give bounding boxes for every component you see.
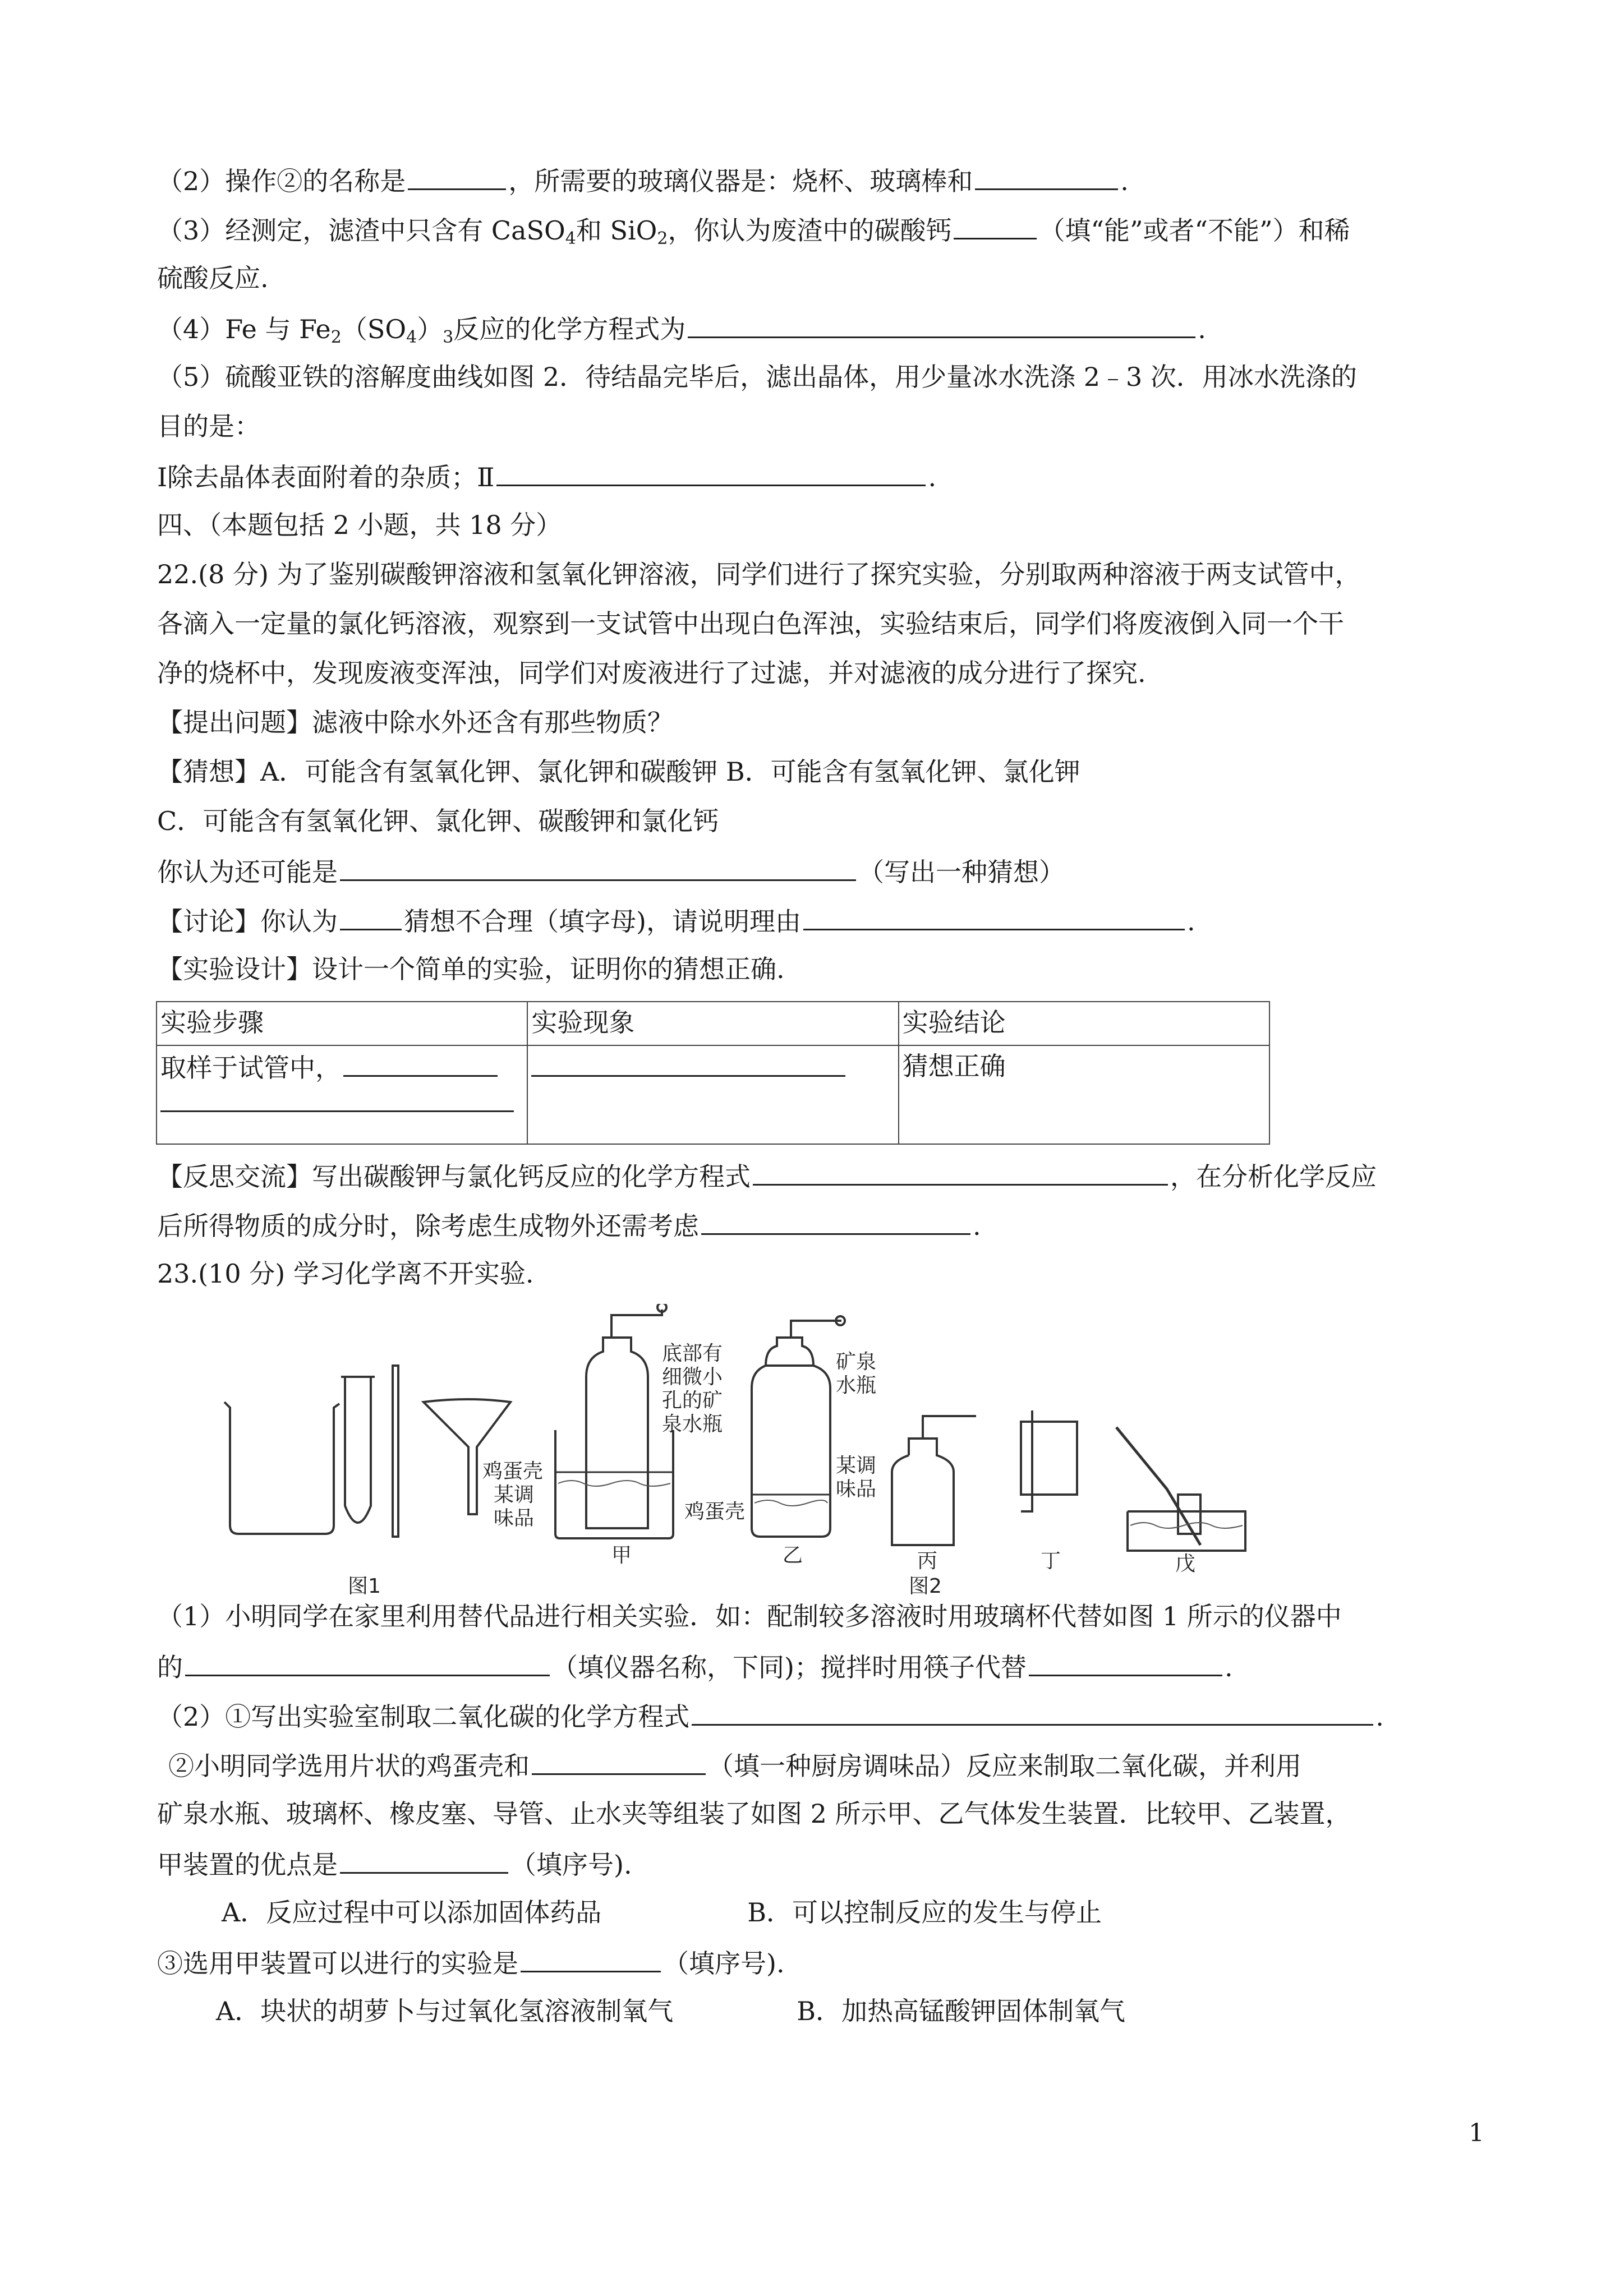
header-conclusion: 实验结论 — [899, 1002, 1269, 1045]
bottle-bing-icon — [892, 1439, 954, 1545]
answer-blank[interactable] — [701, 1207, 970, 1235]
page-number: 1 — [1469, 2119, 1484, 2147]
answer-blank[interactable] — [343, 1049, 498, 1077]
q23-part1: （1）小明同学在家里利用替代品进行相关实验．如：配制较多溶液时用玻璃杯代替如图 1 所示的仪器中 — [157, 1601, 1342, 1631]
section-heading: 四、（本题包括 2 小题，共 18 分） — [157, 510, 562, 540]
q23-part2-options — [222, 1896, 1557, 1929]
svg-text:图1: 图1 — [348, 1575, 381, 1596]
svg-text:某调: 某调 — [836, 1454, 877, 1477]
answer-blank[interactable] — [532, 1748, 706, 1775]
answer-blank[interactable] — [692, 1698, 1373, 1726]
svg-text:鸡蛋壳: 鸡蛋壳 — [482, 1460, 544, 1483]
answer-blank[interactable] — [496, 459, 926, 486]
svg-text:戊: 戊 — [1175, 1552, 1196, 1575]
q22-design: 【实验设计】设计一个简单的实验，证明你的猜想正确. — [157, 954, 785, 984]
option-a: A．反应过程中可以添加固体药品 — [222, 1897, 602, 1928]
q21-part3: （3）经测定，滤渣中只含有 CaSO$_4$和 SiO$_2$，你认为废渣中的碳酸钙 （填“能”或者“不能”）和稀 — [157, 212, 1492, 256]
answer-blank[interactable] — [408, 163, 506, 190]
svg-text:细微小: 细微小 — [662, 1366, 723, 1389]
svg-text:水瓶: 水瓶 — [836, 1374, 877, 1397]
q23-part3-options — [216, 1994, 1551, 2028]
glass-cup-icon — [555, 1430, 673, 1538]
q23-part1-cont: 的 （填仪器名称，下同)；搅拌时用筷子代替 . — [157, 1649, 1492, 1684]
svg-text:孔的矿: 孔的矿 — [662, 1389, 723, 1412]
svg-text:味品: 味品 — [494, 1507, 535, 1530]
header-step: 实验步骤 — [157, 1002, 527, 1045]
answer-blank[interactable] — [954, 212, 1037, 239]
q22-question: 【提出问题】滤液中除水外还含有那些物质？ — [157, 707, 673, 737]
answer-blank[interactable] — [975, 163, 1118, 190]
water-trough-icon — [1128, 1511, 1245, 1551]
svg-text:某调: 某调 — [494, 1483, 535, 1506]
svg-text:鸡蛋壳: 鸡蛋壳 — [684, 1500, 746, 1523]
svg-text:甲: 甲 — [611, 1544, 632, 1567]
q22-stem-2: 各滴入一定量的氯化钙溶液，观察到一支试管中出现白色浑浊，实验结束后，同学们将废液倒入同一个干 — [157, 608, 1344, 639]
answer-blank[interactable] — [753, 1158, 1168, 1186]
answer-blank[interactable] — [521, 1945, 661, 1972]
cell-phenomenon — [527, 1045, 898, 1144]
answer-blank[interactable] — [688, 311, 1195, 338]
answer-blank[interactable] — [185, 1649, 550, 1676]
glass-rod-icon — [393, 1366, 398, 1537]
q23-part3: ③选用甲装置可以进行的实验是 （填序号). — [157, 1945, 1492, 1980]
option-b: B．加热高锰酸钾固体制氧气 — [797, 1996, 1126, 2026]
q22-hypothesis-c: C．可能含有氢氧化钾、氯化钾、碳酸钾和氯化钙 — [157, 806, 719, 836]
svg-text:泉水瓶: 泉水瓶 — [662, 1413, 723, 1436]
beaker-icon — [224, 1402, 339, 1534]
bottle-yi-icon — [752, 1366, 830, 1537]
bottle-jia-icon — [586, 1338, 648, 1528]
q21-part3-cont: 硫酸反应. — [157, 263, 269, 293]
cell-step: 取样于试管中， — [157, 1045, 527, 1144]
answer-blank[interactable] — [340, 903, 402, 930]
q22-stem-1: 22.(8 分) 为了鉴别碳酸钾溶液和氢氧化钾溶液，同学们进行了探究实验，分别取两种溶液于两支试管中， — [157, 559, 1361, 589]
q22-reflection: 【反思交流】写出碳酸钾与氯化钙反应的化学方程式 ，在分析化学反应 — [157, 1158, 1492, 1193]
svg-text:丙: 丙 — [917, 1550, 938, 1573]
test-tube-icon — [345, 1377, 371, 1523]
answer-blank[interactable] — [531, 1049, 845, 1077]
svg-text:底部有: 底部有 — [662, 1342, 723, 1365]
answer-blank[interactable] — [160, 1085, 514, 1112]
collector-ding-icon — [1021, 1422, 1077, 1495]
q22-own-hypothesis: 你认为还可能是 （写出一种猜想） — [157, 854, 1492, 889]
option-a: A．块状的胡萝卜与过氧化氢溶液制氧气 — [216, 1996, 674, 2026]
q21-part4: （4）Fe 与 $Fe_2(SO_4)_3$反应的化学方程式为 . — [157, 311, 1492, 354]
answer-blank[interactable] — [340, 1846, 508, 1874]
q21-part5-cont: 目的是： — [157, 411, 260, 441]
apparatus-figure — [213, 1304, 1307, 1596]
q22-discussion: 【讨论】你认为 猜想不合理（填字母)，请说明理由 . — [157, 903, 1492, 938]
q22-reflection-cont: 后所得物质的成分时，除考虑生成物外还需考虑 . — [157, 1207, 1492, 1243]
cell-conclusion: 猜想正确 — [899, 1045, 1269, 1144]
option-b: B．可以控制反应的发生与停止 — [747, 1897, 1102, 1928]
q21-part5: （5）硫酸亚铁的溶解度曲线如图 2．待结晶完毕后，滤出晶体，用少量冰水洗涤 2﹣3 次．用冰水洗涤的 — [157, 362, 1357, 392]
q21-part2: （2）操作②的名称是 ，所需要的玻璃仪器是：烧杯、玻璃棒和 . — [157, 163, 1492, 198]
answer-blank[interactable] — [803, 903, 1185, 930]
q21-part5-answer: Ⅰ除去晶体表面附着的杂质；Ⅱ . — [157, 459, 1492, 494]
q22-stem-3: 净的烧杯中，发现废液变浑浊，同学们对废液进行了过滤，并对滤液的成分进行了探究. — [157, 658, 1146, 688]
q23-part2: （2）①写出实验室制取二氧化碳的化学方程式 . — [157, 1698, 1492, 1733]
svg-text:矿泉: 矿泉 — [836, 1350, 877, 1373]
q23-stem: 23.(10 分) 学习化学离不开实验. — [157, 1258, 534, 1289]
header-phenomenon: 实验现象 — [527, 1002, 898, 1045]
svg-text:味品: 味品 — [836, 1478, 877, 1501]
svg-text:乙: 乙 — [783, 1544, 803, 1567]
q23-part2-d: 甲装置的优点是 （填序号). — [157, 1846, 1492, 1882]
experiment-table — [156, 1001, 1270, 1145]
answer-blank[interactable] — [1029, 1649, 1222, 1676]
svg-text:丁: 丁 — [1041, 1550, 1061, 1573]
q23-part2-c: 矿泉水瓶、玻璃杯、橡皮塞、导管、止水夹等组装了如图 2 所示甲、乙气体发生装置．比较甲、乙装置， — [157, 1799, 1351, 1829]
answer-blank[interactable] — [340, 854, 856, 881]
q23-part2-b: ②小明同学选用片状的鸡蛋壳和 （填一种厨房调味品）反应来制取二氧化碳，并利用 — [168, 1748, 1503, 1783]
q22-hypothesis-ab: 【猜想】A．可能含有氢氧化钾、氯化钾和碳酸钾 B．可能含有氢氧化钾、氯化钾 — [157, 757, 1080, 787]
svg-text:图2: 图2 — [909, 1575, 942, 1596]
